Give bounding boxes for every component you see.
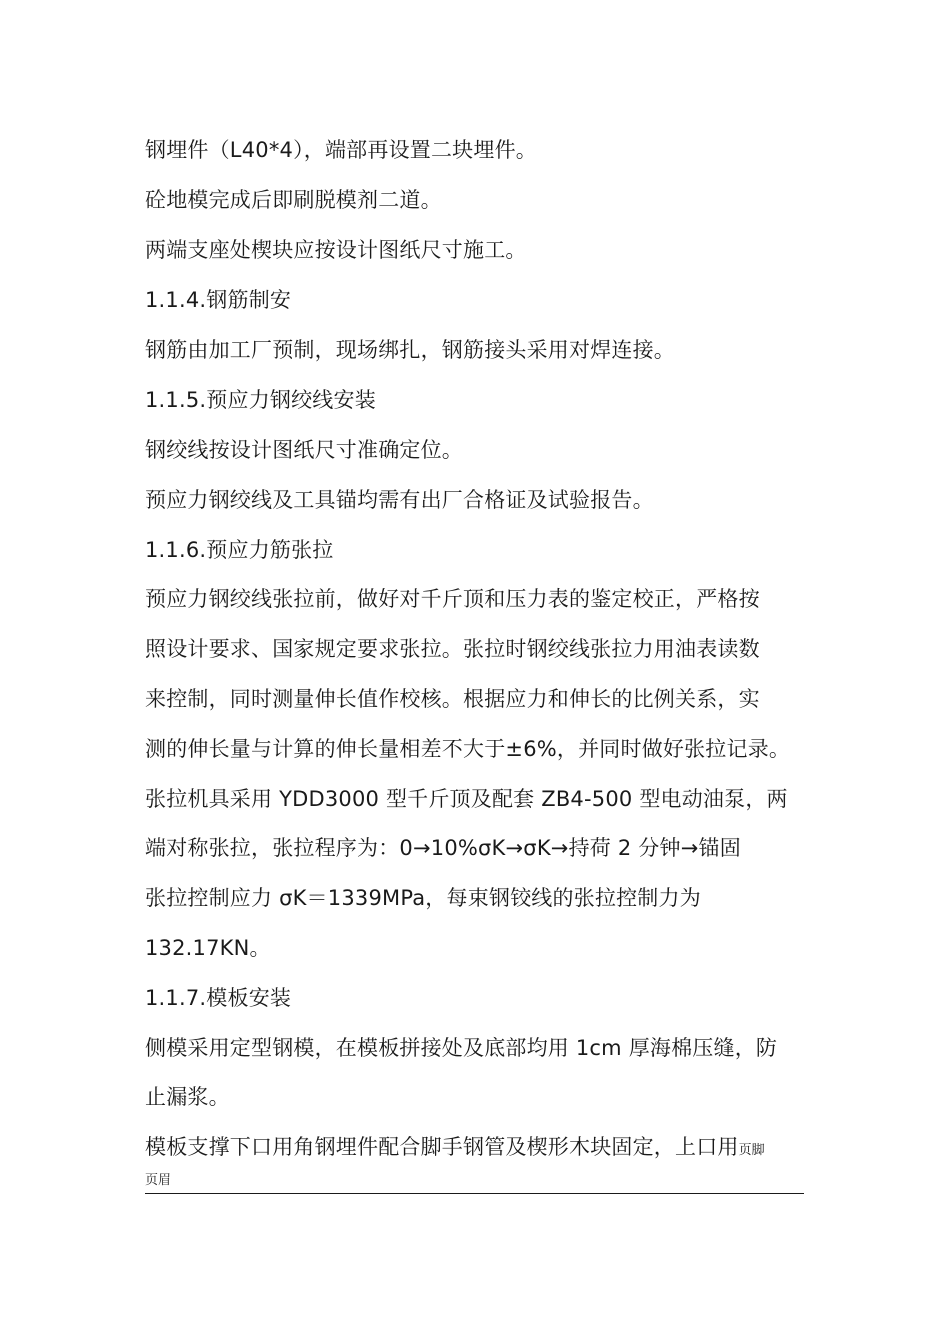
body-line: 来控制，同时测量伸长值作校核。根据应力和伸长的比例关系，实: [145, 687, 760, 711]
body-line-text: 模板支撑下口用角钢埋件配合脚手钢管及楔形木块固定，上口用: [145, 1135, 739, 1159]
body-line: 侧模采用定型钢模，在模板拼接处及底部均用 1cm 厚海棉压缝，防: [145, 1036, 778, 1060]
body-line: 预应力钢绞线张拉前，做好对千斤顶和压力表的鉴定校正，严格按: [145, 587, 760, 611]
footer-label: 页脚: [738, 1143, 765, 1158]
body-line: 测的伸长量与计算的伸长量相差不大于±6%，并同时做好张拉记录。: [145, 737, 791, 761]
body-line-last: [145, 1133, 765, 1165]
body-line: 预应力钢绞线及工具锚均需有出厂合格证及试验报告。: [145, 488, 654, 512]
body-line: 止漏浆。: [145, 1085, 230, 1109]
header-label: 页眉: [145, 1173, 172, 1188]
section-heading: 1.1.6.预应力筋张拉: [145, 538, 334, 562]
body-line: 两端支座处楔块应按设计图纸尺寸施工。: [145, 238, 527, 262]
section-heading: 1.1.4.钢筋制安: [145, 288, 292, 312]
body-line: 钢绞线按设计图纸尺寸准确定位。: [145, 438, 463, 462]
header-rule: [145, 1193, 804, 1194]
body-line: 钢筋由加工厂预制，现场绑扎，钢筋接头采用对焊连接。: [145, 338, 675, 362]
body-line: 132.17KN。: [145, 936, 271, 960]
section-heading: 1.1.7.模板安装: [145, 986, 292, 1010]
body-line: 张拉控制应力 σK＝1339MPa，每束钢铰线的张拉控制力为: [145, 886, 701, 910]
section-heading: 1.1.5.预应力钢绞线安装: [145, 388, 376, 412]
body-line: 钢埋件（L40*4），端部再设置二块埋件。: [145, 138, 537, 162]
body-line: 张拉机具采用 YDD3000 型千斤顶及配套 ZB4-500 型电动油泵，两: [145, 787, 788, 811]
body-line: 端对称张拉，张拉程序为：0→10%σK→σK→持荷 2 分钟→锚固: [145, 836, 741, 860]
body-line: 照设计要求、国家规定要求张拉。张拉时钢绞线张拉力用油表读数: [145, 637, 760, 661]
body-line: 砼地模完成后即刷脱模剂二道。: [145, 188, 442, 212]
